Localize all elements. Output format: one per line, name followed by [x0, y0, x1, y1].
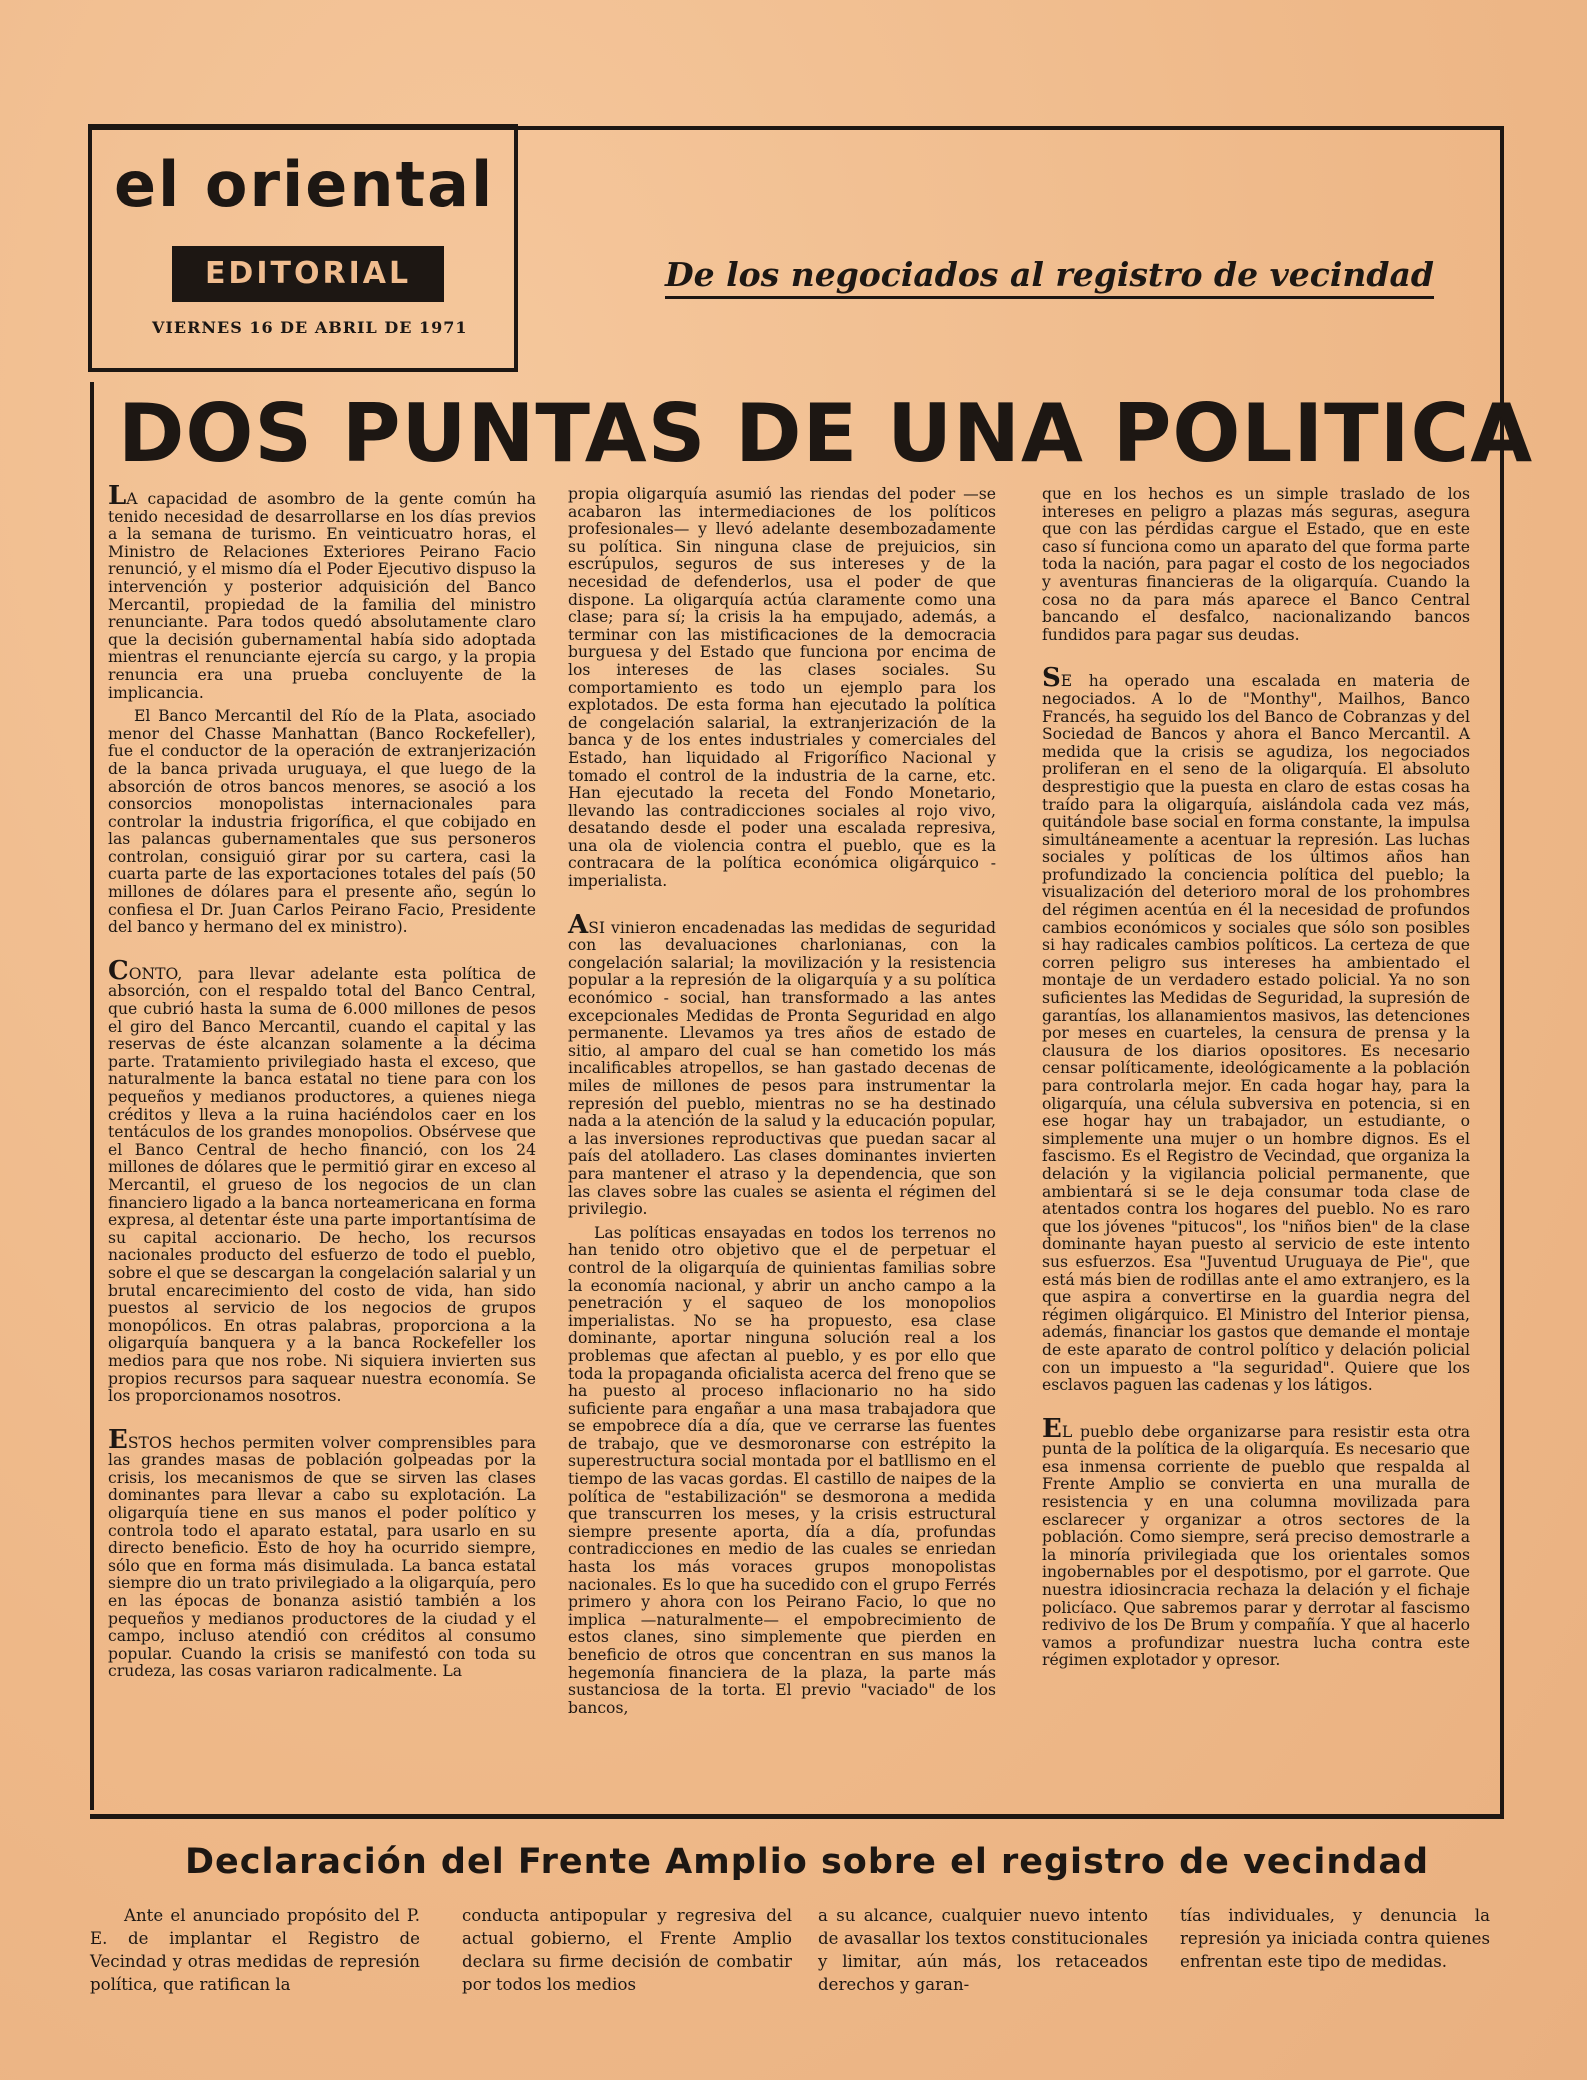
article-column-1 — [108, 481, 536, 1687]
paragraph-text: STOS hechos permiten volver comprensibles para las grandes masas de población golpeadas por la crisis, los mecanismos de que se sirven las clases dominantes para llevar a cabo su explotación. La oligarquía tiene en sus manos el poder político y controla todo el aparato estatal, para usarlo en su directo beneficio. Esto de hoy ha ocurrido siempre, sólo que en forma más disimulada. La banca estatal siempre dio un trato privilegiado a la oligarquía, pero en las épocas de bonanza asistió también a los pequeños y medianos productores de la ciudad y el campo, incluso atendió con créditos al consumo popular. Cuando la crisis se manifestó con toda su crudeza, las cosas variaron radicalmente. La — [108, 1433, 536, 1681]
drop-cap: L — [108, 481, 127, 511]
article-paragraph — [568, 909, 996, 1219]
article-paragraph — [108, 481, 536, 702]
drop-cap: E — [1042, 1413, 1062, 1444]
paragraph-text: propia oligarquía asumió las riendas del poder —se acabaron las intermediaciones de los políticos profesionales— y llevó adelante desembozadamente su política. Sin ninguna clase de prejuicios, sin escrúpulos, seguros de sus intereses y de la necesidad de defenderlos, usa el poder de que dispone. La oligarquía actúa claramente como una clase; para sí; la crisis la ha empujado, además, a terminar con las mistificaciones de la democracia burguesa y del Estado que funciona por encima de los intereses de las clases sociales. Su comportamiento es todo un ejemplo para los explotados. De esta forma han ejecutado la política de congelación salarial, la extranjerización de la banca y de los entes industriales y comerciales del Estado, han liquidado al Frigorífico Nacional y tomado el control de la industria de la carne, etc. Han ejecutado la receta del Fondo Monetario, llevando las contradicciones sociales al rojo vivo, desatando desde el poder una escalada represiva, una ola de violencia contra el pueblo, que es la contracara de la política económica oligárquico - imperialista. — [568, 485, 996, 891]
article-paragraph — [1042, 1413, 1470, 1670]
article-column-2 — [568, 486, 996, 1723]
newspaper-logo: el oriental — [114, 148, 495, 221]
paragraph-text: E ha operado una escalada en materia de negociados. A lo de "Monthy", Mailhos, Banco Francés, ha seguido los del Banco de Cobranzas y del Sociedad de Bancos y ahora el Banco Mercantil. A medida que la crisis se agudiza, los negociados proliferan en el seno de la oligarquía. El absoluto desprestigio que la puesta en claro de estas cosas ha traído para la oligarquía, aislándola cada vez más, quitándole base social en forma constante, la impulsa simultáneamente a acentuar la represión. Las luchas sociales y políticas de los últimos años han profundizado la conciencia política del pueblo; la visualización del deterioro moral de los prohombres del régimen acentúa en él la necesidad de profundos cambios económicos y sociales que sólo son posibles si hay radicales cambios políticos. La certeza de que corren peligro sus intereses ha ambientado el montaje de un verdadero estado policial. Ya no son suficientes las Medidas de Seguridad, la supresión de garantías, los allanamientos masivos, las detenciones por meses en cuarteles, la censura de prensa y la clausura de los diarios opositores. Es necesario censar políticamente, ideológicamente a la población para controlarla mejor. En cada hogar hay, para la oligarquía, una célula subversiva en potencia, si en ese hogar hay un trabajador, un estudiante, o simplemente una mujer o un hombre dignos. Es el fascismo. Es el Registro de Vecindad, que organiza la delación y la vigilancia policial permanente, que ambientará si se le deja consumar toda clase de atentados contra los hogares del pueblo. No es raro que los jóvenes "pitucos", los "niños bien" de la clase dominante hayan puesto al servicio de este intento sus esfuerzos. Esa "Juventud Uruguaya de Pie", que está más bien de rodillas ante el amo extranjero, es la que aspira a convertirse en la guardia negra del régimen oligárquico. El Ministro del Interior piensa, además, financiar los gastos que demande el montaje de este aparato de control político y delación policial con un impuesto a "la seguridad". Quiere que los esclavos paguen las cadenas y los látigos. — [1042, 672, 1470, 1395]
paragraph-text: que en los hechos es un simple traslado de los intereses en peligro a plazas más seguras, asegura que con las pérdidas cargue el Estado, que en este caso sí funciona como un aparato del que forma parte toda la nación, para pagar el costo de los negociados y aventuras financieras de la oligarquía. Cuando la cosa no da para más aparece el Banco Central bancando el desfalco, nacionalizando bancos fundidos para pagar sus deudas. — [1042, 485, 1470, 644]
declaration-column-4 — [1180, 1904, 1490, 1973]
declaration-text: conducta antipopular y regresiva del actual gobierno, el Frente Amplio declara su firme decisión de combatir por todos los medios — [462, 1906, 792, 1994]
paragraph-text: A capacidad de asombro de la gente común ha tenido necesidad de desarrollarse en los días previos a la semana de turismo. En veinticuatro horas, el Ministro de Relaciones Exteriores Peirano Facio renunció, y el mismo día el Poder Ejecutivo dispuso la intervención y posterior adquisición del Banco Mercantil, propiedad de la familia del ministro renunciante. Para todos quedó absolutamente claro que la decisión gubernamental había sido adoptada mientras el renunciante ejercía su cargo, y la propia renuncia era una prueba concluyente de la implicancia. — [108, 490, 536, 702]
declaration-text: tías individuales, y denuncia la represión ya iniciada contra quienes enfrentan este tipo de medidas. — [1180, 1906, 1490, 1971]
issue-date: VIERNES 16 DE ABRIL DE 1971 — [152, 318, 468, 337]
declaration-column-3 — [818, 1904, 1148, 1996]
article-paragraph — [568, 1225, 996, 1718]
declaration-title: Declaración del Frente Amplio sobre el registro de vecindad — [185, 1842, 1430, 1882]
article-paragraph — [568, 486, 996, 891]
masthead-box — [88, 124, 518, 372]
article-column-3 — [1042, 486, 1470, 1676]
drop-cap: E — [108, 1424, 128, 1455]
section-head: De los negociados al registro de vecindad — [665, 255, 1434, 299]
declaration-column-2 — [462, 1904, 792, 1996]
drop-cap: C — [108, 955, 129, 986]
declaration-column-1 — [90, 1904, 420, 1996]
article-frame-left — [90, 382, 94, 1810]
paragraph-text: ONTO, para llevar adelante esta política de absorción, con el respaldo total del Banco Central, que cubrió hasta la suma de 6.000 millones de pesos el giro del Banco Mercantil, cuando el capital y las reservas de éste alcanzan solamente a la décima parte. Tratamiento privilegiado hasta el exceso, que naturalmente la banca estatal no tiene para con los pequeños y medianos productores, a quienes niega créditos y lleva a la ruina haciéndolos caer en los tentáculos de los grandes monopolios. Obsérvese que el Banco Central de hecho financió, con los 24 millones de dólares que le permitió girar en exceso al Mercantil, el grueso de los negocios de un clan financiero ligado a la banca norteamericana en forma expresa, al detentar éste una parte importantísima de su capital accionario. De hecho, los recursos nacionales producto del esfuerzo de todo el pueblo, sobre el que se descargan la congelación salarial y un brutal encarecimiento del costo de vida, han sido puestos al servicio de los negocios de grupos monopólicos. En otras palabras, proporciona a la oligarquía banquera y a la banca Rockefeller los medios para que nos robe. Ni siquiera invierten sus propios recursos para saquear nuestra economía. Se los proporcionamos nosotros. — [108, 964, 536, 1406]
paragraph-text: El Banco Mercantil del Río de la Plata, asociado menor del Chasse Manhattan (Banco Rockefeller), fue el conductor de la operación de extranjerización de la banca privada uruguaya, el que luego de la absorción de otros bancos menores, se asoció a los consorcios monopolistas internacionales para controlar la industria frigorífica, el que cobijado en las palancas gubernamentales que sus personeros controlan, consiguió girar por su cartera, casi la cuarta parte de las exportaciones totales del país (50 millones de dólares para el presente año, según lo confiesa el Dr. Juan Carlos Peirano Facio, Presidente del banco y hermano del ex ministro). — [108, 707, 536, 937]
paragraph-text: Las políticas ensayadas en todos los terrenos no han tenido otro objetivo que el de perpetuar el control de la oligarquía de quinientas familias sobre la economía nacional, y abrir un ancho campo a la penetración y el saqueo de los monopolios imperialistas. No se ha propuesto, esa clase dominante, aportar ninguna solución real a los problemas que afectan al pueblo, y es por ello que toda la propaganda oficialista acerca del freno que se ha puesto al proceso inflacionario no ha sido suficiente para engañar a una masa trabajadora que se empobrece día a día, que ve cerrarse las fuentes de trabajo, que ve desmoronarse con estrépito la superestructura social montada por el batllismo en el tiempo de las vacas gordas. El castillo de naipes de la política de "estabilización" se desmorona a medida que transcurren los meses, y la crisis estructural siempre presente aporta, día a día, profundas contradicciones en medio de las cuales se enriedan hasta los más voraces grupos monopolistas nacionales. Es lo que ha sucedido con el grupo Ferrés primero y ahora con los Peirano Facio, lo que no implica —naturalmente— el empobrecimiento de estos clanes, sino simplemente que pierden en beneficio de otros que concentran en sus manos la hegemonía financiera de la plaza, la parte más sustanciosa de la torta. El previo "vaciado" de los bancos, — [568, 1223, 996, 1717]
paragraph-text: L pueblo debe organizarse para resistir esta otra punta de la política de la oligarquía. Es necesario que esa inmensa corriente de pueblo que respalda al Frente Amplio se convierta en una muralla de resistencia y en una columna movilizada para esclarecer y organizar a otros sectores de la población. Como siempre, será preciso demostrarle a la minoría privilegiada que los orientales somos ingobernables por el despotismo, por el garrote. Que nuestra idiosincracia rechaza la delación y el fichaje policíaco. Que sabremos parar y derrotar al fascismo redivivo de los De Brum y compañía. Y que al hacerlo vamos a profundizar nuestra lucha contra este régimen explotador y opresor. — [1042, 1422, 1470, 1670]
article-paragraph — [108, 955, 536, 1406]
headline: DOS PUNTAS DE UNA POLITICA — [118, 387, 1534, 480]
article-paragraph — [108, 1424, 536, 1681]
paragraph-text: SI vinieron encadenadas las medidas de seguridad con las devaluaciones charlonianas, con la congelación salarial; la movilización y la resistencia popular a la represión de la oligarquía y a su política económico - social, han transformado a las antes excepcionales Medidas de Pronta Seguridad en algo permanente. Llevamos ya tres años de estado de sitio, al amparo del cual se han cometido los más incalificables atropellos, se han gastado decenas de miles de millones de pesos para instrumentar la represión del pueblo, mientras no se ha destinado nada a la atención de la salud y la educación popular, a las inversiones reproductivas que puedan sacar al país del atolladero. Las clases dominantes invierten para mantener el atraso y la dependencia, que son las claves sobre las cuales se asienta el régimen del privilegio. — [568, 918, 996, 1219]
article-paragraph — [1042, 486, 1470, 644]
article-paragraph — [1042, 663, 1470, 1395]
editorial-badge: EDITORIAL — [172, 246, 444, 302]
article-paragraph — [108, 708, 536, 937]
declaration-text: a su alcance, cualquier nuevo intento de avasallar los textos constitucionales y limitar, aún más, los retaceados derechos y garan- — [818, 1906, 1148, 1994]
drop-cap: S — [1042, 663, 1061, 694]
drop-cap: A — [568, 909, 589, 940]
declaration-text: Ante el anunciado propósito del P. E. de implantar el Registro de Vecindad y otras medidas de represión política, que ratifican la — [90, 1906, 420, 1994]
